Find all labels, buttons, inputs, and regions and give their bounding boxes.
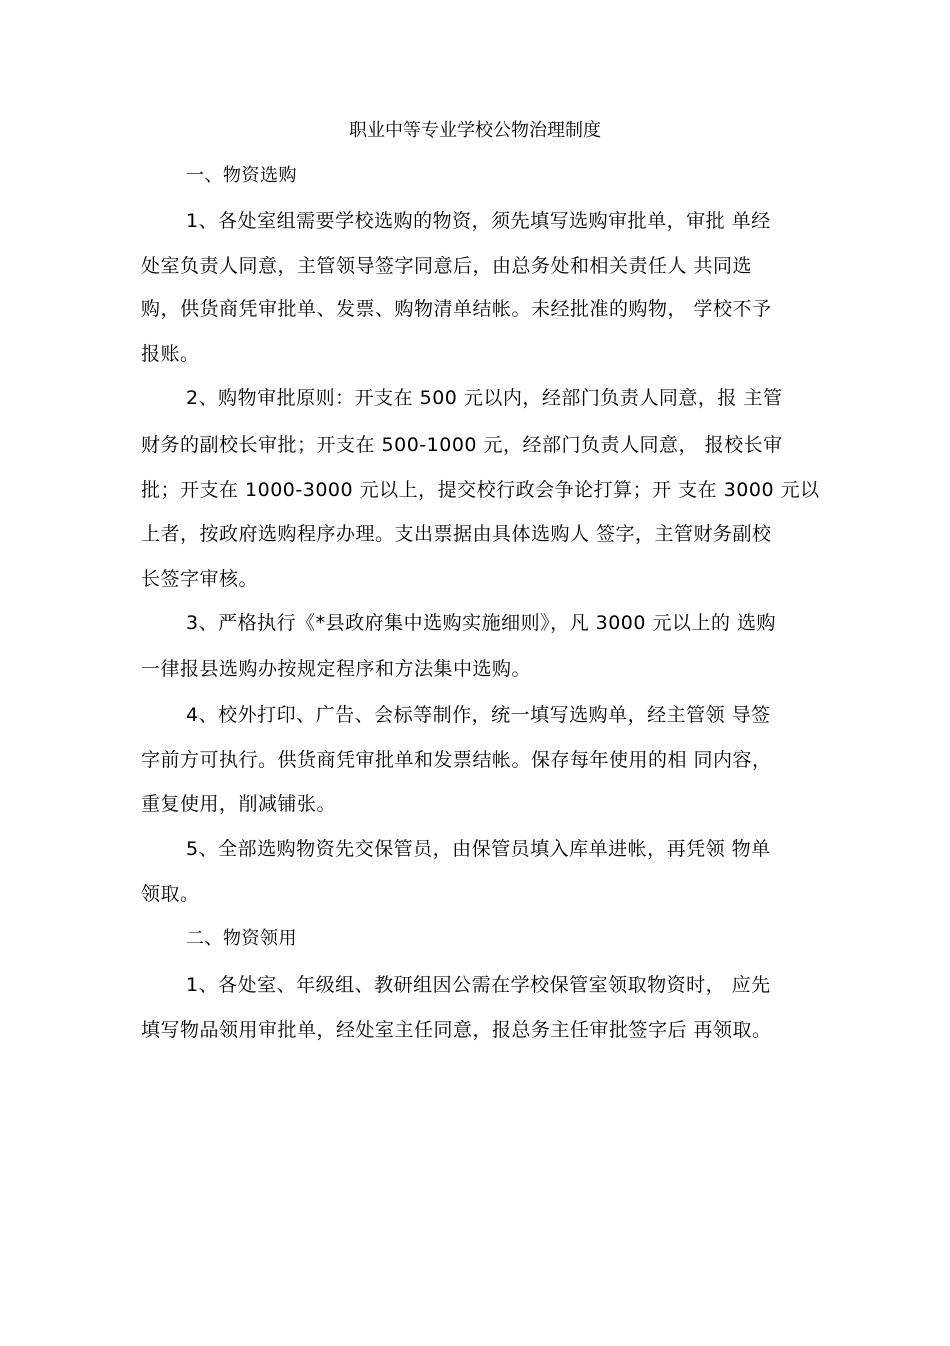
text-line: 领取。 <box>141 883 200 905</box>
text-line: 2、购物审批原则：开支在 500 元以内，经部门负责人同意，报 主管 <box>186 387 783 409</box>
text-line: 1、各处室组需要学校选购的物资，须先填写选购审批单，审批 单经 <box>186 210 771 232</box>
text-line: 重复使用，削减铺张。 <box>141 793 337 815</box>
section-heading: 二、物资领用 <box>186 928 297 949</box>
text-line: 5、全部选购物资先交保管员，由保管员填入库单进帐，再凭领 物单 <box>186 838 771 860</box>
text-line: 字前方可执行。供货商凭审批单和发票结帐。保存每年使用的相 同内容， <box>141 749 772 771</box>
text-line: 填写物品领用审批单，经处室主任同意，报总务主任审批签字后 再领取。 <box>141 1019 772 1041</box>
text-line: 购，供货商凭审批单、发票、购物清单结帐。未经批准的购物， 学校不予 <box>141 298 772 320</box>
text-line: 财务的副校长审批；开支在 500-1000 元，经部门负责人同意， 报校长审 <box>141 434 783 456</box>
text-line: 上者，按政府选购程序办理。支出票据由具体选购人 签字，主管财务副校 <box>141 523 772 545</box>
section-heading: 一、物资选购 <box>186 165 297 186</box>
text-line: 报账。 <box>141 343 200 365</box>
text-line: 批；开支在 1000-3000 元以上，提交校行政会争论打算；开 支在 3000 元以 <box>141 479 820 501</box>
text-line: 处室负责人同意，主管领导签字同意后，由总务处和相关责任人 共同选 <box>141 255 753 277</box>
text-line: 4、校外打印、广告、会标等制作，统一填写选购单，经主管领 导签 <box>186 704 771 726</box>
document-title: 职业中等专业学校公物治理制度 <box>349 120 601 141</box>
text-line: 1、各处室、年级组、教研组因公需在学校保管室领取物资时， 应先 <box>186 974 771 996</box>
text-line: 长签字审核。 <box>141 568 259 590</box>
text-line: 3、严格执行《*县政府集中选购实施细则》，凡 3000 元以上的 选购 <box>186 612 777 634</box>
text-line: 一律报县选购办按规定程序和方法集中选购。 <box>141 658 532 680</box>
